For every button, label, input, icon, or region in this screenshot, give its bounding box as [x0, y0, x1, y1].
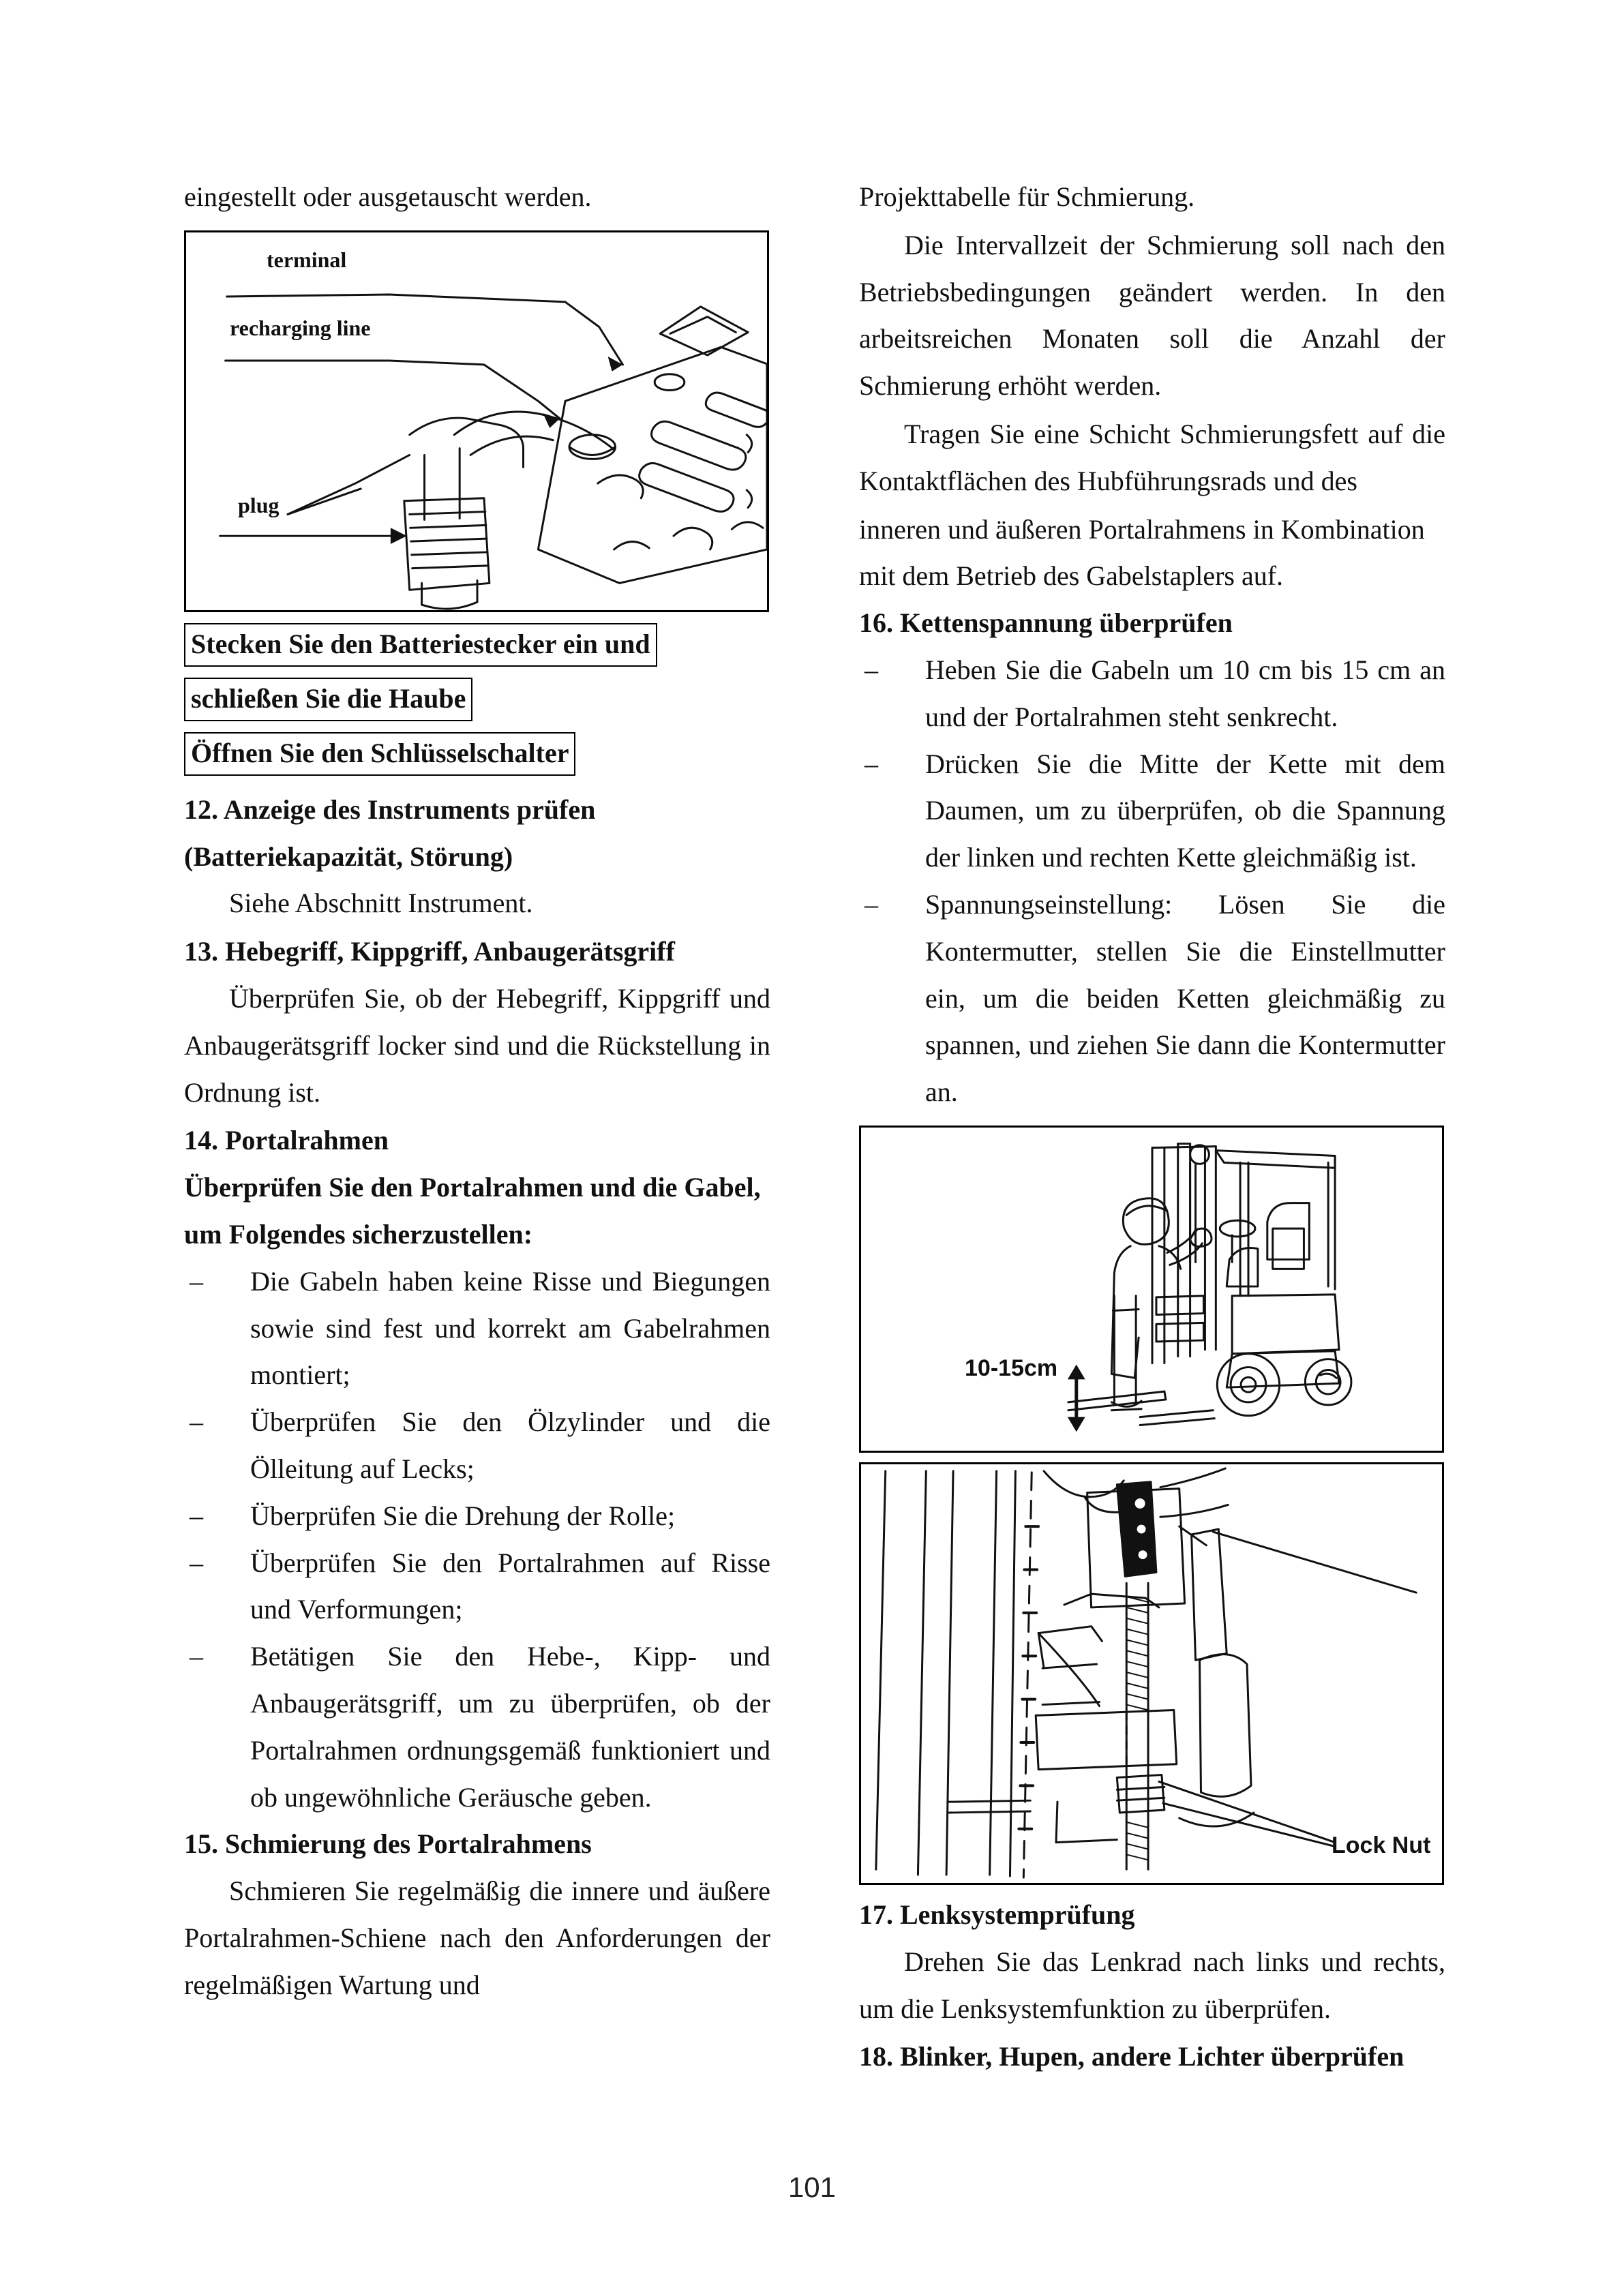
list-item-text: Überprüfen Sie den Ölzylinder und die Ölleitung auf Lecks;: [250, 1406, 770, 1484]
list-item: [859, 881, 1445, 1116]
left-column: [184, 174, 770, 2010]
lock-nut-label: Lock Nut: [1332, 1832, 1431, 1858]
boxed-instruction-2: schließen Sie die Haube: [184, 678, 472, 721]
section-12-heading-line1: 12. Anzeige des Instruments prüfen: [184, 794, 596, 825]
two-column-layout: [184, 174, 1445, 2081]
battery-connector-figure: [184, 230, 769, 612]
section-12-body: Siehe Abschnitt Instrument.: [229, 888, 533, 919]
dash-bullet-icon: –: [190, 1547, 203, 1578]
section-17-body: Drehen Sie das Lenkrad nach links und rechts, um die Lenksystemfunktion zu überprüfen.: [859, 1946, 1445, 2024]
battery-connector-artwork: [186, 232, 767, 610]
section-15-heading: 15. Schmierung des Portalrahmens: [184, 1828, 592, 1860]
section-14-heading: 14. Portalrahmen: [184, 1125, 389, 1156]
boxed-instruction-2-wrapper: [184, 678, 770, 732]
boxed-instruction-1: Stecken Sie den Batteriestecker ein und: [184, 623, 657, 667]
right-continuation-text: Projekttabelle für Schmierung.: [859, 181, 1195, 212]
recharging-line-label: recharging line: [230, 315, 371, 340]
dash-bullet-icon: –: [190, 1406, 203, 1438]
list-item-text: Spannungseinstellung: Lösen Sie die Kontermutter, stellen Sie die Einstellmutter ein, um die beiden Ketten gleichmäßig zu spannen, und ziehen Sie dann die Kontermutter an.: [925, 888, 1445, 1108]
dash-bullet-icon: –: [864, 888, 878, 920]
section-16-bullet-list: [859, 647, 1445, 1116]
dash-bullet-icon: –: [190, 1265, 203, 1297]
grease-application-paragraph: Tragen Sie eine Schicht Schmierungsfett auf die Kontaktflächen des Hubführungsrads und des: [859, 418, 1445, 496]
dash-bullet-icon: –: [864, 748, 878, 779]
section-12-heading-line2: (Batteriekapazität, Störung): [184, 841, 513, 872]
forklift-figure: [859, 1126, 1444, 1453]
list-item: [184, 1493, 770, 1540]
list-item: [184, 1258, 770, 1399]
lubrication-interval-paragraph: Die Intervallzeit der Schmierung soll nach den Betriebsbedingungen geändert werden. In den arbeitsreichen Monaten soll die Anzahl der Schmierung erhöht werden.: [859, 229, 1445, 402]
list-item-text: Drücken Sie die Mitte der Kette mit dem Daumen, um zu überprüfen, ob die Spannung der linken und rechten Kette gleichmäßig ist.: [925, 748, 1445, 873]
list-item: [859, 647, 1445, 741]
dash-bullet-icon: –: [864, 654, 878, 685]
page-number: 101: [787, 2171, 837, 2203]
boxed-instruction-3: Öffnen Sie den Schlüsselschalter: [184, 732, 575, 776]
page-content: [184, 174, 1445, 2151]
grease-application-line3: inneren und äußeren Portalrahmens in Kombination: [859, 513, 1425, 545]
section-14-subheading-line1: Überprüfen Sie den Portalrahmen und die Gabel,: [184, 1172, 761, 1203]
boxed-instruction-3-wrapper: [184, 732, 770, 787]
dash-bullet-icon: –: [190, 1500, 203, 1531]
section-13-heading: 13. Hebegriff, Kippgriff, Anbaugerätsgriff: [184, 936, 675, 967]
right-column: [859, 174, 1445, 2081]
fork-height-label: 10-15cm: [965, 1355, 1058, 1381]
list-item: [184, 1399, 770, 1493]
plug-label: plug: [238, 492, 280, 517]
list-item-text: Heben Sie die Gabeln um 10 cm bis 15 cm an und der Portalrahmen steht senkrecht.: [925, 654, 1445, 732]
list-item: [859, 741, 1445, 881]
list-item-text: Die Gabeln haben keine Risse und Biegungen sowie sind fest und korrekt am Gabelrahmen montiert;: [250, 1265, 770, 1391]
list-item: [184, 1633, 770, 1821]
section-14-bullet-list: [184, 1258, 770, 1822]
lock-nut-figure: [859, 1462, 1444, 1885]
dash-bullet-icon: –: [190, 1641, 203, 1672]
section-15-body: Schmieren Sie regelmäßig die innere und äußere Portalrahmen-Schiene nach den Anforderungen der regelmäßigen Wartung und: [184, 1875, 770, 2000]
section-16-heading: 16. Kettenspannung überprüfen: [859, 607, 1233, 639]
section-13-body: Überprüfen Sie, ob der Hebegriff, Kippgriff und Anbaugerätsgriff locker sind und die Rückstellung in Ordnung ist.: [184, 982, 770, 1108]
section-18-heading: 18. Blinker, Hupen, andere Lichter überprüfen: [859, 2041, 1404, 2072]
section-14-subheading-line2: um Folgendes sicherzustellen:: [184, 1218, 533, 1250]
list-item-text: Überprüfen Sie den Portalrahmen auf Risse und Verformungen;: [250, 1547, 770, 1625]
left-continuation-text: eingestellt oder ausgetauscht werden.: [184, 181, 592, 212]
forklift-artwork: [861, 1128, 1442, 1451]
list-item: [184, 1540, 770, 1634]
lock-nut-artwork: [861, 1464, 1442, 1883]
section-17-heading: 17. Lenksystemprüfung: [859, 1899, 1135, 1930]
grease-application-line4: mit dem Betrieb des Gabelstaplers auf.: [859, 560, 1284, 592]
boxed-instruction-1-wrapper: [184, 623, 770, 678]
list-item-text: Überprüfen Sie die Drehung der Rolle;: [250, 1500, 676, 1531]
list-item-text: Betätigen Sie den Hebe-, Kipp- und Anbaugerätsgriff, um zu überprüfen, ob der Portalrahmen ordnungsgemäß funktioniert und ob ungewöhnliche Geräusche geben.: [250, 1641, 770, 1813]
terminal-label: terminal: [267, 247, 347, 272]
